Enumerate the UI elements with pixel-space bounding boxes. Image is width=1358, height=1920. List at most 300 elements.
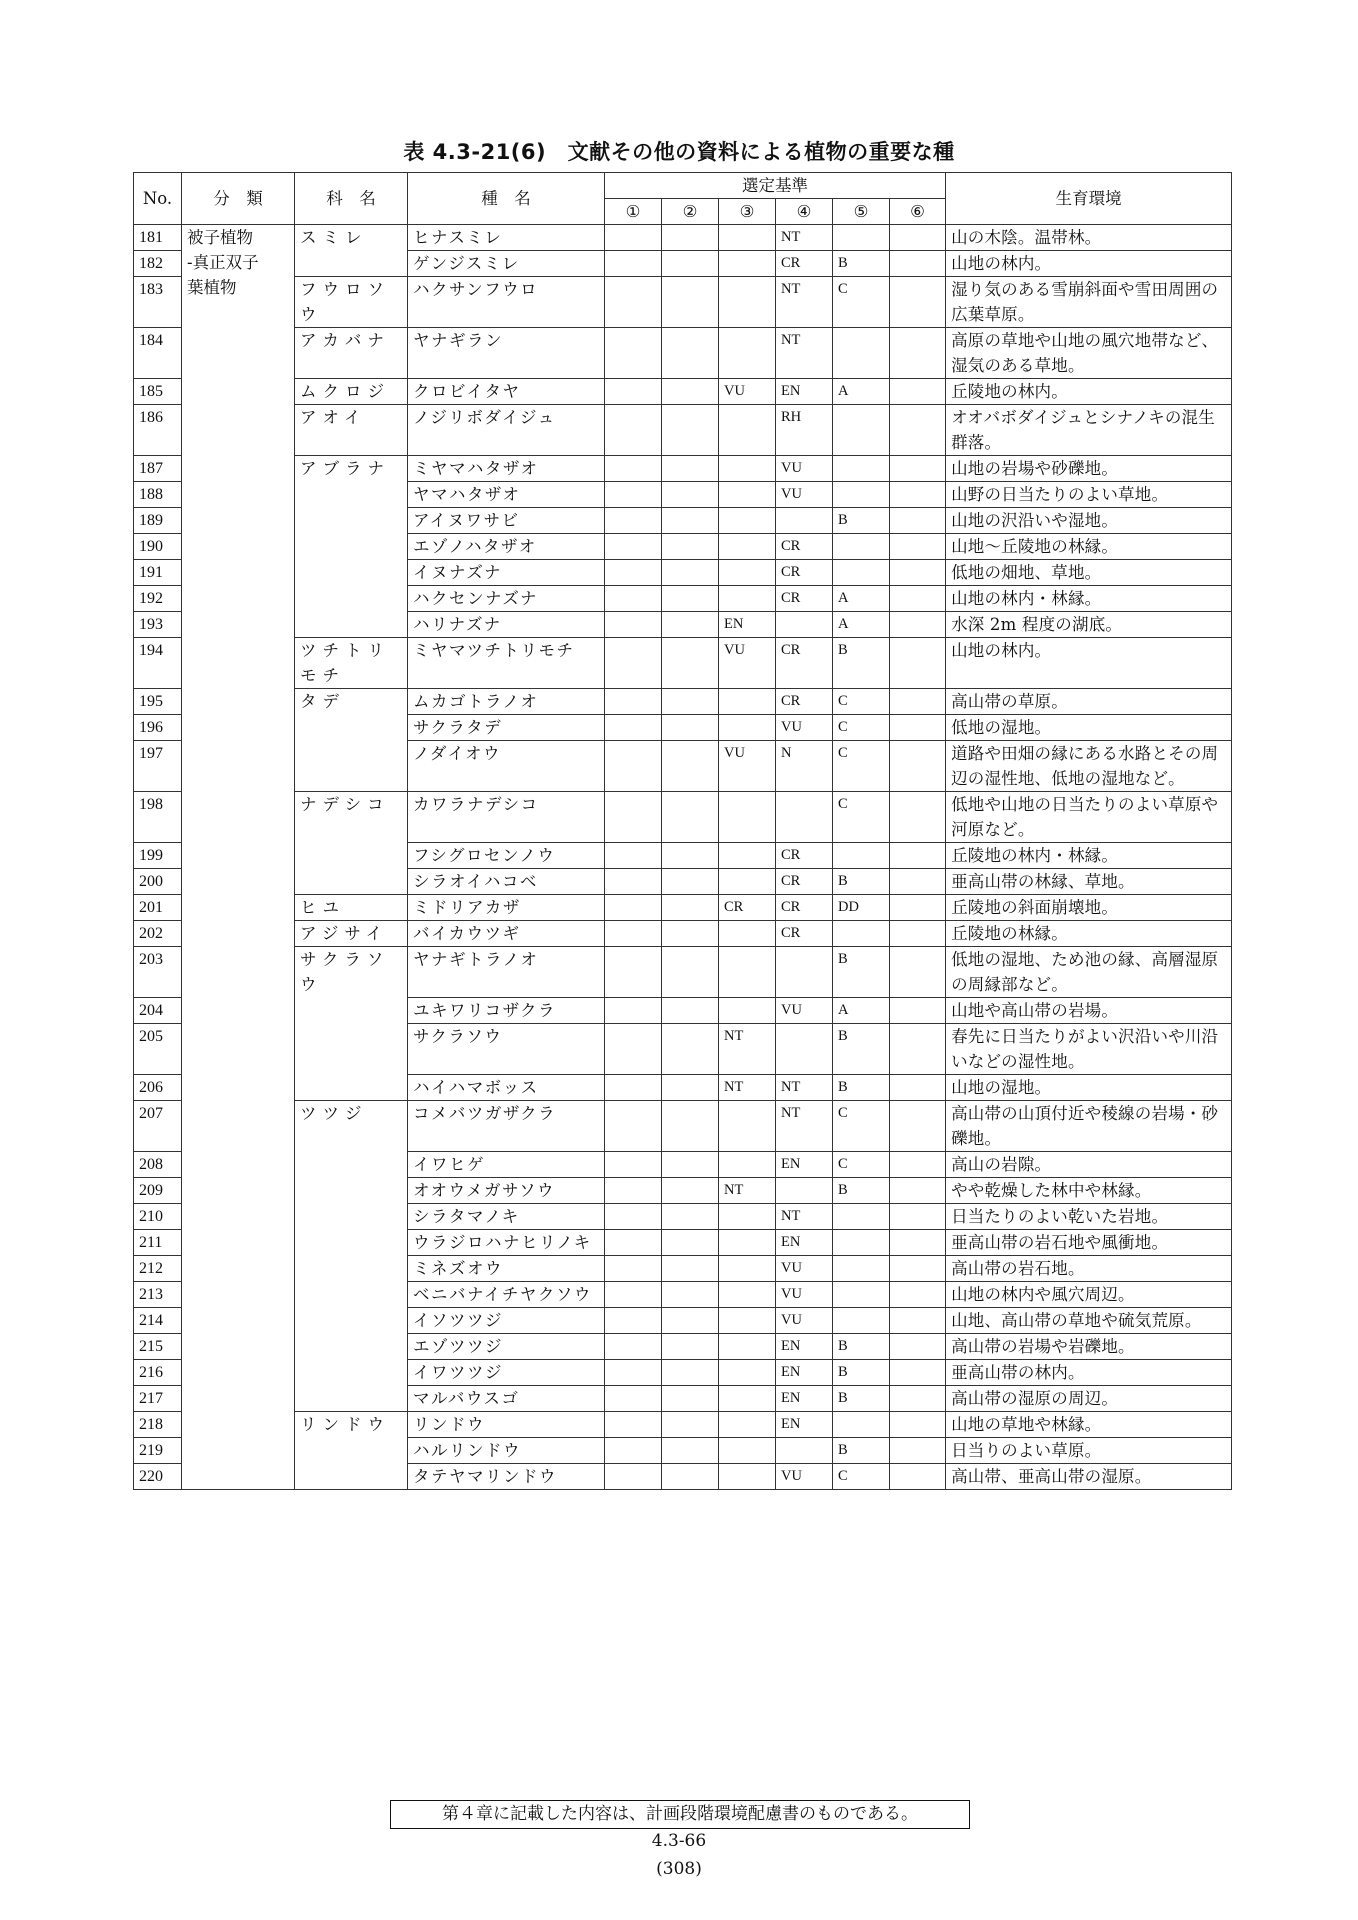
category-line: 被子植物 bbox=[187, 228, 253, 247]
criteria-2-value bbox=[662, 1075, 719, 1101]
criteria-5-value: C bbox=[833, 1464, 890, 1490]
table-row bbox=[134, 1101, 1232, 1152]
criteria-2-value bbox=[662, 251, 719, 277]
criteria-6-value bbox=[890, 379, 946, 405]
habitat-text: 低地の湿地、ため池の縁、高層湿原の周縁部など。 bbox=[946, 947, 1232, 998]
criteria-2-value bbox=[662, 1308, 719, 1334]
criteria-2-value bbox=[662, 1464, 719, 1490]
row-number: 215 bbox=[134, 1334, 182, 1360]
criteria-2-value bbox=[662, 689, 719, 715]
family-name: ヒユ bbox=[295, 895, 408, 921]
criteria-3-value bbox=[719, 586, 776, 612]
criteria-5-value: C bbox=[833, 1101, 890, 1152]
species-name: ムカゴトラノオ bbox=[408, 689, 605, 715]
row-number: 206 bbox=[134, 1075, 182, 1101]
criteria-3-value: EN bbox=[719, 612, 776, 638]
criteria-5-value bbox=[833, 1204, 890, 1230]
criteria-2-value bbox=[662, 1152, 719, 1178]
species-name: タテヤマリンドウ bbox=[408, 1464, 605, 1490]
habitat-text: 低地の畑地、草地。 bbox=[946, 560, 1232, 586]
criteria-5-value: C bbox=[833, 689, 890, 715]
criteria-3-value bbox=[719, 715, 776, 741]
species-name: イヌナズナ bbox=[408, 560, 605, 586]
criteria-5-value bbox=[833, 1412, 890, 1438]
habitat-text: 山の木陰。温帯林。 bbox=[946, 225, 1232, 251]
criteria-6-value bbox=[890, 251, 946, 277]
criteria-6-value bbox=[890, 1024, 946, 1075]
species-name: ハリナズナ bbox=[408, 612, 605, 638]
criteria-5-value: B bbox=[833, 869, 890, 895]
criteria-4-value: NT bbox=[776, 277, 833, 328]
row-number: 181 bbox=[134, 225, 182, 251]
criteria-6-value bbox=[890, 895, 946, 921]
criteria-6-value bbox=[890, 405, 946, 456]
criteria-3-value bbox=[719, 560, 776, 586]
criteria-4-value: EN bbox=[776, 1230, 833, 1256]
header-no: No. bbox=[134, 173, 182, 225]
criteria-6-value bbox=[890, 921, 946, 947]
criteria-5-value bbox=[833, 534, 890, 560]
row-number: 185 bbox=[134, 379, 182, 405]
criteria-3-value bbox=[719, 251, 776, 277]
criteria-4-value: CR bbox=[776, 843, 833, 869]
criteria-5-value bbox=[833, 405, 890, 456]
criteria-6-value bbox=[890, 1075, 946, 1101]
habitat-text: 山地～丘陵地の林縁。 bbox=[946, 534, 1232, 560]
criteria-4-value bbox=[776, 947, 833, 998]
criteria-1-value bbox=[605, 1256, 662, 1282]
row-number: 184 bbox=[134, 328, 182, 379]
criteria-3-value bbox=[719, 482, 776, 508]
row-number: 208 bbox=[134, 1152, 182, 1178]
criteria-3-value bbox=[719, 405, 776, 456]
criteria-6-value bbox=[890, 1152, 946, 1178]
family-name: サクラソウ bbox=[295, 947, 408, 1101]
criteria-2-value bbox=[662, 792, 719, 843]
table-row bbox=[134, 328, 1232, 379]
criteria-2-value bbox=[662, 225, 719, 251]
criteria-5-value: B bbox=[833, 1024, 890, 1075]
species-name: ヤマハタザオ bbox=[408, 482, 605, 508]
criteria-4-value: NT bbox=[776, 1204, 833, 1230]
criteria-6-value bbox=[890, 277, 946, 328]
criteria-1-value bbox=[605, 1360, 662, 1386]
criteria-6-value bbox=[890, 843, 946, 869]
criteria-3-value: NT bbox=[719, 1075, 776, 1101]
habitat-text: 山地の草地や林縁。 bbox=[946, 1412, 1232, 1438]
criteria-1-value bbox=[605, 1230, 662, 1256]
table-body bbox=[134, 225, 1232, 1490]
species-name: ノジリボダイジュ bbox=[408, 405, 605, 456]
criteria-2-value bbox=[662, 1412, 719, 1438]
criteria-4-value: CR bbox=[776, 586, 833, 612]
habitat-text: 水深 2m 程度の湖底。 bbox=[946, 612, 1232, 638]
species-name: ユキワリコザクラ bbox=[408, 998, 605, 1024]
criteria-5-value: A bbox=[833, 586, 890, 612]
criteria-1-value bbox=[605, 689, 662, 715]
criteria-5-value: B bbox=[833, 1438, 890, 1464]
criteria-1-value bbox=[605, 843, 662, 869]
criteria-5-value bbox=[833, 1256, 890, 1282]
habitat-text: 高山帯の湿原の周辺。 bbox=[946, 1386, 1232, 1412]
criteria-6-value bbox=[890, 869, 946, 895]
criteria-1-value bbox=[605, 456, 662, 482]
habitat-text: 高山帯の山頂付近や稜線の岩場・砂礫地。 bbox=[946, 1101, 1232, 1152]
row-number: 201 bbox=[134, 895, 182, 921]
criteria-4-value bbox=[776, 508, 833, 534]
criteria-2-value bbox=[662, 534, 719, 560]
table-row bbox=[134, 689, 1232, 715]
criteria-4-value: EN bbox=[776, 1152, 833, 1178]
row-number: 212 bbox=[134, 1256, 182, 1282]
species-name: ハクセンナズナ bbox=[408, 586, 605, 612]
row-number: 196 bbox=[134, 715, 182, 741]
criteria-4-value: VU bbox=[776, 998, 833, 1024]
species-name: シラオイハコベ bbox=[408, 869, 605, 895]
species-name: ウラジロハナヒリノキ bbox=[408, 1230, 605, 1256]
criteria-4-value: EN bbox=[776, 1334, 833, 1360]
species-name: マルバウスゴ bbox=[408, 1386, 605, 1412]
criteria-4-value bbox=[776, 1024, 833, 1075]
habitat-text: やや乾燥した林中や林縁。 bbox=[946, 1178, 1232, 1204]
criteria-6-value bbox=[890, 638, 946, 689]
criteria-2-value bbox=[662, 1101, 719, 1152]
criteria-1-value bbox=[605, 715, 662, 741]
criteria-6-value bbox=[890, 225, 946, 251]
criteria-6-value bbox=[890, 612, 946, 638]
habitat-text: 丘陵地の林内。 bbox=[946, 379, 1232, 405]
criteria-2-value bbox=[662, 1230, 719, 1256]
row-number: 199 bbox=[134, 843, 182, 869]
criteria-1-value bbox=[605, 328, 662, 379]
criteria-1-value bbox=[605, 1204, 662, 1230]
row-number: 218 bbox=[134, 1412, 182, 1438]
species-name: ノダイオウ bbox=[408, 741, 605, 792]
criteria-4-value: NT bbox=[776, 1101, 833, 1152]
criteria-3-value bbox=[719, 921, 776, 947]
criteria-3-value bbox=[719, 508, 776, 534]
criteria-4-value: CR bbox=[776, 689, 833, 715]
row-number: 219 bbox=[134, 1438, 182, 1464]
criteria-6-value bbox=[890, 1230, 946, 1256]
criteria-6-value bbox=[890, 1464, 946, 1490]
criteria-3-value bbox=[719, 1282, 776, 1308]
criteria-6-value bbox=[890, 586, 946, 612]
row-number: 214 bbox=[134, 1308, 182, 1334]
header-family: 科 名 bbox=[295, 173, 408, 225]
criteria-5-value: B bbox=[833, 508, 890, 534]
habitat-text: 山地の林内や風穴周辺。 bbox=[946, 1282, 1232, 1308]
row-number: 207 bbox=[134, 1101, 182, 1152]
criteria-1-value bbox=[605, 895, 662, 921]
criteria-6-value bbox=[890, 689, 946, 715]
criteria-5-value: C bbox=[833, 715, 890, 741]
criteria-5-value: A bbox=[833, 998, 890, 1024]
criteria-3-value bbox=[719, 869, 776, 895]
criteria-5-value: C bbox=[833, 277, 890, 328]
criteria-2-value bbox=[662, 998, 719, 1024]
family-name: スミレ bbox=[295, 225, 408, 277]
criteria-2-value bbox=[662, 715, 719, 741]
criteria-2-value bbox=[662, 560, 719, 586]
criteria-1-value bbox=[605, 1178, 662, 1204]
criteria-5-value: B bbox=[833, 1178, 890, 1204]
criteria-6-value bbox=[890, 560, 946, 586]
criteria-4-value: VU bbox=[776, 1464, 833, 1490]
species-name: ヒナスミレ bbox=[408, 225, 605, 251]
criteria-2-value bbox=[662, 508, 719, 534]
species-name: ヤナギラン bbox=[408, 328, 605, 379]
row-number: 213 bbox=[134, 1282, 182, 1308]
row-number: 210 bbox=[134, 1204, 182, 1230]
criteria-4-value: VU bbox=[776, 482, 833, 508]
criteria-5-value: B bbox=[833, 947, 890, 998]
criteria-1-value bbox=[605, 379, 662, 405]
criteria-6-value bbox=[890, 998, 946, 1024]
criteria-1-value bbox=[605, 1075, 662, 1101]
species-name: ミドリアカザ bbox=[408, 895, 605, 921]
criteria-5-value: B bbox=[833, 638, 890, 689]
criteria-5-value: A bbox=[833, 379, 890, 405]
criteria-1-value bbox=[605, 1024, 662, 1075]
criteria-1-value bbox=[605, 508, 662, 534]
species-name: ゲンジスミレ bbox=[408, 251, 605, 277]
habitat-text: 道路や田畑の縁にある水路とその周辺の湿性地、低地の湿地など。 bbox=[946, 741, 1232, 792]
criteria-6-value bbox=[890, 1360, 946, 1386]
table-row bbox=[134, 947, 1232, 998]
criteria-5-value bbox=[833, 560, 890, 586]
criteria-4-value: NT bbox=[776, 225, 833, 251]
criteria-3-value bbox=[719, 947, 776, 998]
table-row bbox=[134, 225, 1232, 251]
species-name: サクラソウ bbox=[408, 1024, 605, 1075]
row-number: 200 bbox=[134, 869, 182, 895]
criteria-6-value bbox=[890, 1386, 946, 1412]
plant-species-table bbox=[133, 172, 1232, 1490]
criteria-3-value: VU bbox=[719, 638, 776, 689]
habitat-text: 山地、高山帯の草地や硫気荒原。 bbox=[946, 1308, 1232, 1334]
criteria-2-value bbox=[662, 456, 719, 482]
criteria-4-value bbox=[776, 1438, 833, 1464]
criteria-3-value bbox=[719, 456, 776, 482]
criteria-1-value bbox=[605, 534, 662, 560]
criteria-2-value bbox=[662, 921, 719, 947]
family-name: アジサイ bbox=[295, 921, 408, 947]
species-name: ミネズオウ bbox=[408, 1256, 605, 1282]
criteria-5-value bbox=[833, 1230, 890, 1256]
criteria-3-value: NT bbox=[719, 1178, 776, 1204]
criteria-5-value bbox=[833, 1308, 890, 1334]
criteria-5-value: B bbox=[833, 251, 890, 277]
criteria-2-value bbox=[662, 1256, 719, 1282]
criteria-2-value bbox=[662, 843, 719, 869]
criteria-2-value bbox=[662, 1204, 719, 1230]
criteria-3-value bbox=[719, 1230, 776, 1256]
criteria-1-value bbox=[605, 482, 662, 508]
page-number: 4.3-66 bbox=[651, 1831, 707, 1851]
criteria-1-value bbox=[605, 741, 662, 792]
criteria-1-value bbox=[605, 251, 662, 277]
criteria-4-value: EN bbox=[776, 1360, 833, 1386]
criteria-2-value bbox=[662, 1282, 719, 1308]
species-name: アイヌワサビ bbox=[408, 508, 605, 534]
criteria-5-value bbox=[833, 328, 890, 379]
criteria-6-value bbox=[890, 1101, 946, 1152]
criteria-4-value bbox=[776, 1178, 833, 1204]
criteria-1-value bbox=[605, 947, 662, 998]
row-number: 204 bbox=[134, 998, 182, 1024]
criteria-4-value: VU bbox=[776, 1256, 833, 1282]
family-name: ムクロジ bbox=[295, 379, 408, 405]
criteria-6-value bbox=[890, 947, 946, 998]
species-name: イソツツジ bbox=[408, 1308, 605, 1334]
species-name: バイカウツギ bbox=[408, 921, 605, 947]
row-number: 209 bbox=[134, 1178, 182, 1204]
criteria-6-value bbox=[890, 1438, 946, 1464]
species-name: クロビイタヤ bbox=[408, 379, 605, 405]
habitat-text: 丘陵地の斜面崩壊地。 bbox=[946, 895, 1232, 921]
row-number: 187 bbox=[134, 456, 182, 482]
criteria-2-value bbox=[662, 895, 719, 921]
family-name: ナデシコ bbox=[295, 792, 408, 895]
criteria-3-value bbox=[719, 1438, 776, 1464]
family-name: フウロソウ bbox=[295, 277, 408, 328]
row-number: 216 bbox=[134, 1360, 182, 1386]
criteria-2-value bbox=[662, 328, 719, 379]
criteria-1-value bbox=[605, 277, 662, 328]
criteria-4-value: VU bbox=[776, 1282, 833, 1308]
criteria-5-value bbox=[833, 921, 890, 947]
row-number: 217 bbox=[134, 1386, 182, 1412]
criteria-4-value: NT bbox=[776, 328, 833, 379]
criteria-4-value: CR bbox=[776, 921, 833, 947]
criteria-5-value: A bbox=[833, 612, 890, 638]
habitat-text: 湿り気のある雪崩斜面や雪田周囲の広葉草原。 bbox=[946, 277, 1232, 328]
criteria-3-value bbox=[719, 534, 776, 560]
habitat-text: 日当りのよい草原。 bbox=[946, 1438, 1232, 1464]
criteria-1-value bbox=[605, 1412, 662, 1438]
criteria-1-value bbox=[605, 586, 662, 612]
habitat-text: 日当たりのよい乾いた岩地。 bbox=[946, 1204, 1232, 1230]
criteria-6-value bbox=[890, 1204, 946, 1230]
habitat-text: 低地や山地の日当たりのよい草原や河原など。 bbox=[946, 792, 1232, 843]
criteria-4-value: CR bbox=[776, 638, 833, 689]
species-name: イワツツジ bbox=[408, 1360, 605, 1386]
header-criteria-6: ⑥ bbox=[890, 199, 946, 225]
species-name: ハイハマボッス bbox=[408, 1075, 605, 1101]
species-name: シラタマノキ bbox=[408, 1204, 605, 1230]
row-number: 202 bbox=[134, 921, 182, 947]
criteria-1-value bbox=[605, 869, 662, 895]
criteria-2-value bbox=[662, 405, 719, 456]
table-row bbox=[134, 1412, 1232, 1438]
criteria-6-value bbox=[890, 1178, 946, 1204]
header-species: 種 名 bbox=[408, 173, 605, 225]
criteria-1-value bbox=[605, 638, 662, 689]
criteria-3-value bbox=[719, 1334, 776, 1360]
habitat-text: 高山帯の岩石地。 bbox=[946, 1256, 1232, 1282]
habitat-text: 山地の岩場や砂礫地。 bbox=[946, 456, 1232, 482]
criteria-4-value bbox=[776, 612, 833, 638]
habitat-text: 亜高山帯の林縁、草地。 bbox=[946, 869, 1232, 895]
species-name: ミヤマハタザオ bbox=[408, 456, 605, 482]
criteria-3-value bbox=[719, 689, 776, 715]
criteria-1-value bbox=[605, 405, 662, 456]
criteria-4-value: CR bbox=[776, 869, 833, 895]
criteria-2-value bbox=[662, 1360, 719, 1386]
criteria-6-value bbox=[890, 1334, 946, 1360]
table-row bbox=[134, 895, 1232, 921]
criteria-5-value bbox=[833, 456, 890, 482]
species-name: ミヤマツチトリモチ bbox=[408, 638, 605, 689]
criteria-1-value bbox=[605, 1464, 662, 1490]
criteria-1-value bbox=[605, 560, 662, 586]
criteria-4-value: CR bbox=[776, 895, 833, 921]
habitat-text: 高山帯、亜高山帯の湿原。 bbox=[946, 1464, 1232, 1490]
criteria-5-value: C bbox=[833, 741, 890, 792]
criteria-3-value bbox=[719, 843, 776, 869]
criteria-5-value bbox=[833, 1282, 890, 1308]
criteria-4-value: CR bbox=[776, 534, 833, 560]
criteria-6-value bbox=[890, 482, 946, 508]
habitat-text: 亜高山帯の岩石地や風衝地。 bbox=[946, 1230, 1232, 1256]
species-name: ヤナギトラノオ bbox=[408, 947, 605, 998]
criteria-5-value: B bbox=[833, 1360, 890, 1386]
criteria-3-value bbox=[719, 1308, 776, 1334]
criteria-4-value: EN bbox=[776, 379, 833, 405]
category-line: -真正双子 bbox=[187, 253, 259, 272]
criteria-1-value bbox=[605, 998, 662, 1024]
criteria-3-value bbox=[719, 792, 776, 843]
species-name: ハクサンフウロ bbox=[408, 277, 605, 328]
row-number: 186 bbox=[134, 405, 182, 456]
species-name: ハルリンドウ bbox=[408, 1438, 605, 1464]
criteria-3-value bbox=[719, 225, 776, 251]
criteria-3-value bbox=[719, 1152, 776, 1178]
criteria-4-value bbox=[776, 792, 833, 843]
habitat-text: 山野の日当たりのよい草地。 bbox=[946, 482, 1232, 508]
criteria-5-value bbox=[833, 843, 890, 869]
criteria-4-value: EN bbox=[776, 1386, 833, 1412]
criteria-1-value bbox=[605, 225, 662, 251]
row-number: 194 bbox=[134, 638, 182, 689]
criteria-1-value bbox=[605, 1334, 662, 1360]
criteria-6-value bbox=[890, 1308, 946, 1334]
species-name: イワヒゲ bbox=[408, 1152, 605, 1178]
row-number: 190 bbox=[134, 534, 182, 560]
criteria-3-value bbox=[719, 328, 776, 379]
row-number: 191 bbox=[134, 560, 182, 586]
criteria-5-value bbox=[833, 482, 890, 508]
row-number: 195 bbox=[134, 689, 182, 715]
species-name: オオウメガサソウ bbox=[408, 1178, 605, 1204]
row-number: 188 bbox=[134, 482, 182, 508]
species-name: エゾツツジ bbox=[408, 1334, 605, 1360]
row-number: 203 bbox=[134, 947, 182, 998]
habitat-text: 丘陵地の林縁。 bbox=[946, 921, 1232, 947]
species-name: エゾノハタザオ bbox=[408, 534, 605, 560]
species-name: フシグロセンノウ bbox=[408, 843, 605, 869]
family-name: ツツジ bbox=[295, 1101, 408, 1412]
criteria-2-value bbox=[662, 612, 719, 638]
habitat-text: 亜高山帯の林内。 bbox=[946, 1360, 1232, 1386]
criteria-3-value bbox=[719, 1360, 776, 1386]
category-cell bbox=[182, 225, 295, 1490]
row-number: 205 bbox=[134, 1024, 182, 1075]
criteria-4-value: VU bbox=[776, 715, 833, 741]
habitat-text: 高山の岩隙。 bbox=[946, 1152, 1232, 1178]
header-criteria-5: ⑤ bbox=[833, 199, 890, 225]
